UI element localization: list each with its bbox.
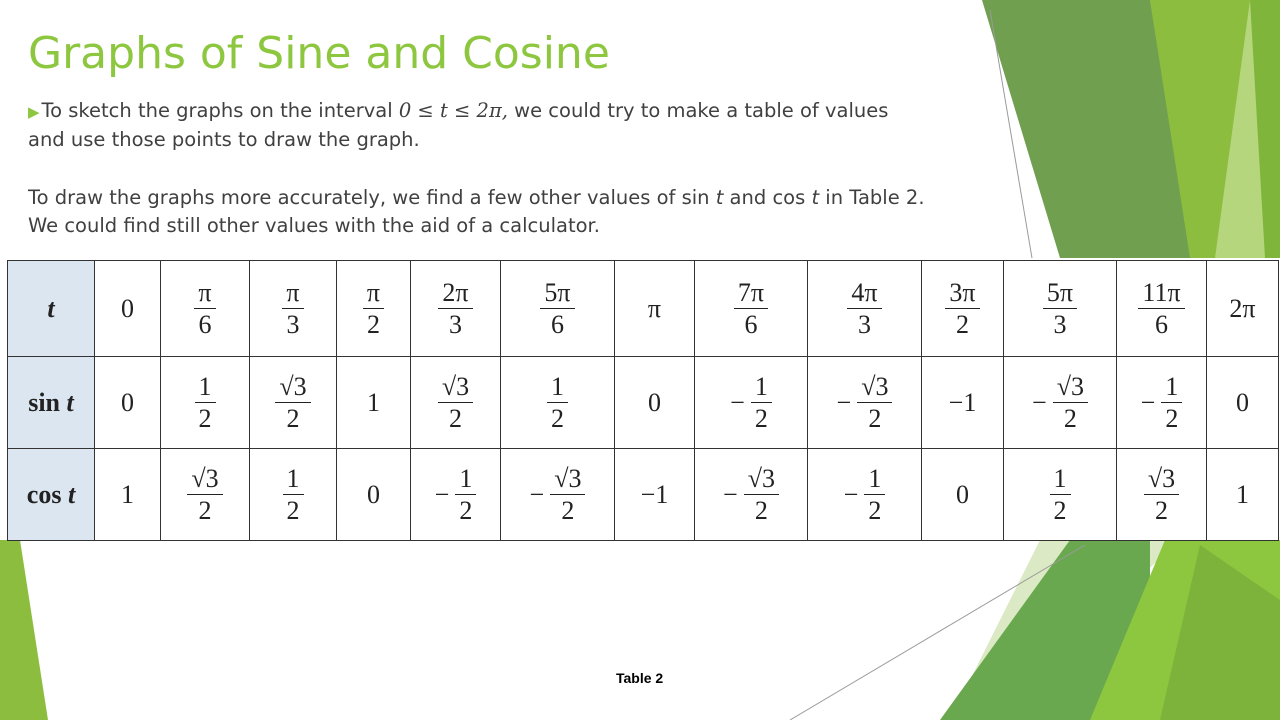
denominator: 3 (1053, 310, 1067, 339)
denominator: 2 (754, 404, 768, 433)
denominator: 2 (1165, 404, 1179, 433)
denominator: 2 (754, 496, 768, 525)
denominator: 2 (286, 496, 300, 525)
denominator: 2 (459, 496, 473, 525)
cos-value-cell (1117, 449, 1207, 541)
numerator: 1 (864, 465, 885, 495)
numerator: π (282, 279, 303, 309)
numerator: 1 (547, 373, 568, 403)
fraction (363, 279, 384, 339)
t-value-cell (250, 261, 337, 357)
fraction (744, 465, 779, 525)
denominator: 2 (1063, 404, 1077, 433)
t-value-cell (501, 261, 615, 357)
denominator: 2 (551, 404, 564, 433)
cos-value-cell (95, 449, 161, 541)
value: 0 (121, 293, 134, 323)
numerator: √3 (1144, 465, 1179, 495)
numerator: 4π (847, 279, 881, 309)
para2-text-3: in Table 2. We could find still other values with the aid of a calculator. (28, 186, 925, 237)
fraction (1138, 279, 1184, 339)
sin-value-cell (337, 357, 411, 449)
sin-value-cell (1004, 357, 1117, 449)
fraction (438, 373, 473, 433)
t-value-cell (337, 261, 411, 357)
fraction (540, 279, 574, 339)
interval-expression: 0 ≤ t ≤ 2π, (398, 99, 508, 122)
cos-value-cell (615, 449, 695, 541)
numerator: √3 (744, 465, 779, 495)
numerator: 1 (455, 465, 476, 495)
bullet-paragraph (28, 97, 928, 154)
cos-value-cell (1207, 449, 1279, 541)
deco-triangle-left-bottom (0, 540, 48, 720)
denominator: 6 (198, 310, 212, 339)
minus-sign: − (1032, 387, 1047, 417)
value: π (647, 293, 662, 323)
value: 0 (121, 387, 134, 417)
fraction (282, 279, 303, 339)
value: 0 (648, 387, 661, 417)
fraction (187, 465, 222, 525)
fraction (275, 373, 310, 433)
sin-var: t (66, 387, 74, 417)
table-caption: Table 2 (616, 670, 664, 686)
denominator: 2 (561, 496, 575, 525)
numerator: 1 (751, 373, 772, 403)
fraction (195, 373, 216, 433)
sin-value-cell (501, 357, 615, 449)
bullet-text-end: we could try to make a table of values and use those points to draw the graph. (28, 99, 889, 151)
denominator: 2 (449, 404, 462, 433)
minus-sign: − (434, 479, 450, 509)
row-header-t: t (8, 261, 95, 357)
numerator: 5π (540, 279, 574, 309)
numerator: √3 (550, 465, 585, 495)
denominator: 2 (1053, 496, 1067, 525)
numerator: √3 (857, 373, 892, 403)
denominator: 6 (744, 310, 758, 339)
sin-value-cell (922, 357, 1004, 449)
minus-sign: − (529, 479, 545, 509)
denominator: 2 (286, 404, 300, 433)
trig-values-table (7, 260, 1279, 541)
para2-var-1: t (715, 186, 724, 209)
row-header-cos (8, 449, 95, 541)
fraction (547, 373, 568, 433)
numerator: 1 (1050, 465, 1071, 495)
t-value-cell (695, 261, 808, 357)
value: 1 (121, 479, 134, 509)
value: 0 (1236, 387, 1249, 417)
fraction (1161, 373, 1182, 433)
cos-value-cell (922, 449, 1004, 541)
para2-var-2: t (811, 186, 820, 209)
t-value-cell (808, 261, 922, 357)
fraction (751, 373, 772, 433)
value: 2π (1229, 293, 1256, 323)
sin-value-cell (695, 357, 808, 449)
cos-label: cos (26, 479, 62, 509)
bullet-triangle-icon: ▶ (28, 103, 40, 121)
numerator: 2π (438, 279, 472, 309)
cos-value-cell (695, 449, 808, 541)
cos-value-cell (501, 449, 615, 541)
minus-sign: − (1140, 387, 1156, 417)
denominator: 6 (550, 310, 564, 339)
numerator: 11π (1138, 279, 1184, 309)
denominator: 3 (286, 310, 300, 339)
cos-var: t (67, 479, 76, 509)
sin-value-cell (411, 357, 501, 449)
numerator: 1 (195, 373, 216, 403)
denominator: 6 (1154, 310, 1168, 339)
fraction (455, 465, 476, 525)
fraction (847, 279, 881, 339)
cos-value-cell (337, 449, 411, 541)
cos-value-cell (411, 449, 501, 541)
sin-value-cell (615, 357, 695, 449)
value: 0 (367, 479, 380, 509)
denominator: 2 (198, 496, 212, 525)
t-value-cell (161, 261, 250, 357)
minus-sign: − (723, 479, 738, 509)
cos-value-cell (161, 449, 250, 541)
t-value-cell (615, 261, 695, 357)
second-paragraph (28, 184, 928, 240)
minus-sign: − (730, 387, 745, 417)
slide-body (28, 97, 928, 240)
cos-value-cell (250, 449, 337, 541)
denominator: 2 (868, 496, 882, 525)
minus-sign: − (836, 387, 852, 417)
table-row-t (8, 261, 1279, 357)
value: 1 (1236, 479, 1249, 509)
fraction (550, 465, 585, 525)
denominator: 3 (857, 310, 871, 339)
row-header-sin (8, 357, 95, 449)
numerator: 5π (1043, 279, 1077, 309)
denominator: 2 (868, 404, 882, 433)
numerator: π (194, 279, 215, 309)
sin-value-cell (161, 357, 250, 449)
t-value-cell (922, 261, 1004, 357)
para2-text-1: To draw the graphs more accurately, we find a few other values of sin (28, 186, 716, 209)
denominator: 2 (366, 310, 380, 339)
t-value-cell (1004, 261, 1117, 357)
bullet-text-start: To sketch the graphs on the interval (41, 99, 399, 122)
t-value-cell (1117, 261, 1207, 357)
numerator: 7π (734, 279, 768, 309)
para2-text-2: and cos (723, 186, 812, 209)
value: −1 (640, 479, 669, 509)
fraction (438, 279, 472, 339)
denominator: 2 (955, 310, 969, 339)
sin-value-cell (250, 357, 337, 449)
sin-label: sin (28, 387, 61, 417)
fraction (283, 465, 304, 525)
numerator: √3 (438, 373, 473, 403)
cos-value-cell (1004, 449, 1117, 541)
numerator: √3 (275, 373, 310, 403)
sin-value-cell (1207, 357, 1279, 449)
fraction (1050, 465, 1071, 525)
minus-sign: − (843, 479, 859, 509)
sin-value-cell (808, 357, 922, 449)
fraction (1043, 279, 1077, 339)
fraction (1144, 465, 1179, 525)
t-value-cell (95, 261, 161, 357)
denominator: 2 (1155, 496, 1168, 525)
t-value-cell (411, 261, 501, 357)
fraction (1053, 373, 1088, 433)
numerator: π (363, 279, 384, 309)
denominator: 2 (198, 404, 212, 433)
sin-value-cell (1117, 357, 1207, 449)
value: 1 (367, 387, 380, 417)
value: 0 (956, 479, 969, 509)
table-row-cos (8, 449, 1279, 541)
fraction (864, 465, 885, 525)
numerator: 1 (1161, 373, 1182, 403)
slide-title: Graphs of Sine and Cosine (28, 28, 610, 79)
t-value-cell (1207, 261, 1279, 357)
fraction (857, 373, 892, 433)
table-row-sin (8, 357, 1279, 449)
sin-value-cell (95, 357, 161, 449)
numerator: 3π (945, 279, 979, 309)
numerator: √3 (1053, 373, 1088, 403)
denominator: 3 (448, 310, 462, 339)
cos-value-cell (808, 449, 922, 541)
value: −1 (948, 387, 977, 417)
numerator: √3 (187, 465, 222, 495)
fraction (945, 279, 979, 339)
fraction (734, 279, 768, 339)
fraction (194, 279, 215, 339)
numerator: 1 (283, 465, 304, 495)
